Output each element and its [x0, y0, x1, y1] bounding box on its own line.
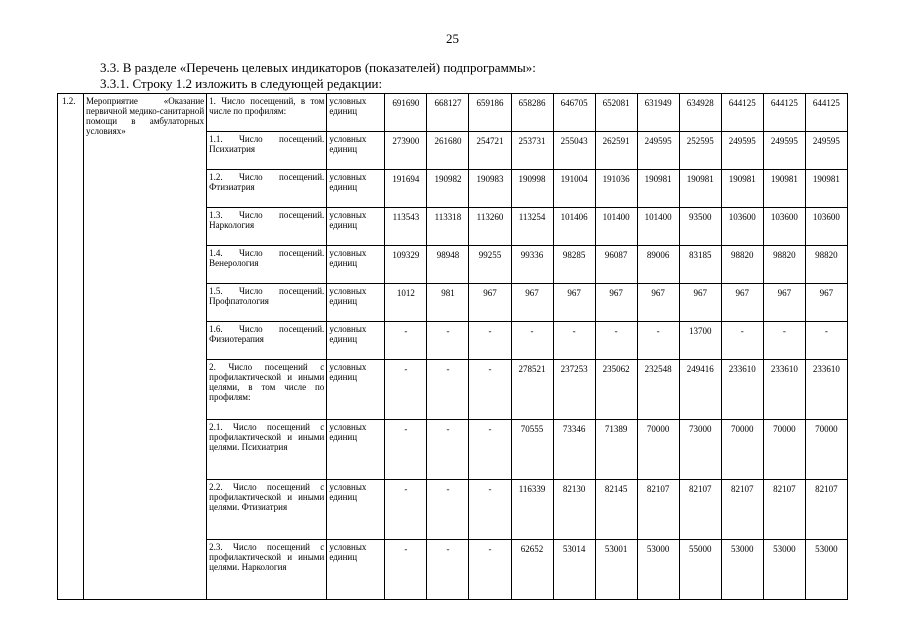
value-cell: 190981 [679, 170, 721, 208]
row-index-cell: 1.2. [58, 94, 84, 600]
indicator-cell: 1.3. Число посещений. Наркология [207, 208, 327, 246]
indicator-cell: 2. Число посещений с профилактической и иными целями, в том числе по профилям: [207, 360, 327, 420]
value-cell: 190981 [721, 170, 763, 208]
value-cell: 13700 [679, 322, 721, 360]
value-cell: 249416 [679, 360, 721, 420]
value-cell: - [427, 480, 469, 540]
value-cell: 53000 [763, 540, 805, 600]
value-cell: - [427, 322, 469, 360]
indicator-cell: 1.1. Число посещений. Психиатрия [207, 132, 327, 170]
value-cell: 967 [805, 284, 847, 322]
value-cell: - [553, 322, 595, 360]
value-cell: 190981 [763, 170, 805, 208]
value-cell: 89006 [637, 246, 679, 284]
unit-cell: условных единиц [327, 208, 385, 246]
value-cell: 190982 [427, 170, 469, 208]
value-cell: 190998 [511, 170, 553, 208]
indicator-cell: 2.1. Число посещений с профилактической и иными целями. Психиатрия [207, 420, 327, 480]
value-cell: 232548 [637, 360, 679, 420]
value-cell: 116339 [511, 480, 553, 540]
table-body [58, 94, 848, 600]
value-cell: 82145 [595, 480, 637, 540]
value-cell: - [595, 322, 637, 360]
page-number: 25 [446, 31, 459, 46]
value-cell: 99336 [511, 246, 553, 284]
value-cell: 53014 [553, 540, 595, 600]
value-cell: 967 [595, 284, 637, 322]
value-cell: 249595 [637, 132, 679, 170]
value-cell: - [469, 322, 511, 360]
table-row [58, 94, 848, 132]
value-cell: 967 [553, 284, 595, 322]
value-cell: 82107 [679, 480, 721, 540]
value-cell: 98820 [805, 246, 847, 284]
indicator-cell: 1.4. Число посещений. Венерология [207, 246, 327, 284]
value-cell: 103600 [721, 208, 763, 246]
value-cell: 652081 [595, 94, 637, 132]
value-cell: 53001 [595, 540, 637, 600]
unit-cell: условных единиц [327, 246, 385, 284]
value-cell: 98285 [553, 246, 595, 284]
value-cell: 249595 [721, 132, 763, 170]
value-cell: 82107 [763, 480, 805, 540]
value-cell: 273900 [385, 132, 427, 170]
unit-cell: условных единиц [327, 420, 385, 480]
indicator-cell: 1.2. Число посещений. Фтизиатрия [207, 170, 327, 208]
value-cell: 646705 [553, 94, 595, 132]
value-cell: 53000 [721, 540, 763, 600]
value-cell: 191694 [385, 170, 427, 208]
value-cell: - [763, 322, 805, 360]
value-cell: 261680 [427, 132, 469, 170]
value-cell: 190981 [805, 170, 847, 208]
value-cell: 98820 [721, 246, 763, 284]
value-cell: 103600 [805, 208, 847, 246]
value-cell: - [385, 322, 427, 360]
value-cell: 70555 [511, 420, 553, 480]
value-cell: 233610 [805, 360, 847, 420]
value-cell: 98820 [763, 246, 805, 284]
indicators-table [57, 93, 848, 600]
value-cell: 981 [427, 284, 469, 322]
value-cell: 82107 [805, 480, 847, 540]
value-cell: 262591 [595, 132, 637, 170]
value-cell: 233610 [763, 360, 805, 420]
value-cell: - [721, 322, 763, 360]
value-cell: 233610 [721, 360, 763, 420]
subsection-heading: 3.3.1. Строку 1.2 изложить в следующей редакции: [100, 76, 383, 91]
unit-cell: условных единиц [327, 94, 385, 132]
value-cell: 53000 [637, 540, 679, 600]
indicator-cell: 1.6. Число посещений. Физиотерапия [207, 322, 327, 360]
value-cell: 255043 [553, 132, 595, 170]
value-cell: 237253 [553, 360, 595, 420]
value-cell: 82130 [553, 480, 595, 540]
unit-cell: условных единиц [327, 360, 385, 420]
value-cell: 103600 [763, 208, 805, 246]
value-cell: 109329 [385, 246, 427, 284]
value-cell: 967 [763, 284, 805, 322]
value-cell: 71389 [595, 420, 637, 480]
value-cell: 191004 [553, 170, 595, 208]
value-cell: - [385, 540, 427, 600]
value-cell: - [427, 540, 469, 600]
value-cell: 99255 [469, 246, 511, 284]
value-cell: - [637, 322, 679, 360]
value-cell: - [469, 360, 511, 420]
value-cell: 967 [721, 284, 763, 322]
value-cell: 659186 [469, 94, 511, 132]
value-cell: 70000 [763, 420, 805, 480]
value-cell: 113318 [427, 208, 469, 246]
unit-cell: условных единиц [327, 540, 385, 600]
value-cell: 70000 [721, 420, 763, 480]
value-cell: 93500 [679, 208, 721, 246]
value-cell: 73346 [553, 420, 595, 480]
value-cell: 249595 [763, 132, 805, 170]
value-cell: 235062 [595, 360, 637, 420]
value-cell: - [469, 480, 511, 540]
unit-cell: условных единиц [327, 170, 385, 208]
value-cell: 254721 [469, 132, 511, 170]
value-cell: 62652 [511, 540, 553, 600]
value-cell: - [469, 420, 511, 480]
indicator-cell: 2.2. Число посещений с профилактической и иными целями. Фтизиатрия [207, 480, 327, 540]
value-cell: 967 [679, 284, 721, 322]
value-cell: 70000 [805, 420, 847, 480]
value-cell: 658286 [511, 94, 553, 132]
value-cell: 967 [637, 284, 679, 322]
value-cell: 101400 [637, 208, 679, 246]
value-cell: 634928 [679, 94, 721, 132]
value-cell: 644125 [805, 94, 847, 132]
unit-cell: условных единиц [327, 132, 385, 170]
value-cell: 278521 [511, 360, 553, 420]
indicator-cell: 1.5. Число посещений. Профпатология [207, 284, 327, 322]
value-cell: 83185 [679, 246, 721, 284]
value-cell: 96087 [595, 246, 637, 284]
value-cell: 691690 [385, 94, 427, 132]
value-cell: 82107 [637, 480, 679, 540]
value-cell: 82107 [721, 480, 763, 540]
value-cell: 252595 [679, 132, 721, 170]
value-cell: - [385, 480, 427, 540]
value-cell: 101406 [553, 208, 595, 246]
value-cell: 113543 [385, 208, 427, 246]
value-cell: - [805, 322, 847, 360]
value-cell: 191036 [595, 170, 637, 208]
value-cell: 644125 [721, 94, 763, 132]
unit-cell: условных единиц [327, 480, 385, 540]
unit-cell: условных единиц [327, 284, 385, 322]
value-cell: 1012 [385, 284, 427, 322]
unit-cell: условных единиц [327, 322, 385, 360]
value-cell: - [469, 540, 511, 600]
value-cell: - [427, 360, 469, 420]
value-cell: 98948 [427, 246, 469, 284]
value-cell: 55000 [679, 540, 721, 600]
value-cell: - [511, 322, 553, 360]
value-cell: 631949 [637, 94, 679, 132]
value-cell: 967 [511, 284, 553, 322]
value-cell: 101400 [595, 208, 637, 246]
value-cell: - [427, 420, 469, 480]
section-heading: 3.3. В разделе «Перечень целевых индикаторов (показателей) подпрограммы»: [100, 60, 536, 75]
value-cell: 70000 [637, 420, 679, 480]
value-cell: 967 [469, 284, 511, 322]
value-cell: - [385, 360, 427, 420]
value-cell: 190981 [637, 170, 679, 208]
value-cell: 644125 [763, 94, 805, 132]
value-cell: 73000 [679, 420, 721, 480]
value-cell: 668127 [427, 94, 469, 132]
value-cell: 113260 [469, 208, 511, 246]
value-cell: 53000 [805, 540, 847, 600]
indicator-cell: 2.3. Число посещений с профилактической и иными целями. Наркология [207, 540, 327, 600]
value-cell: 190983 [469, 170, 511, 208]
indicator-cell: 1. Число посещений, в том числе по профилям: [207, 94, 327, 132]
measure-cell: Мероприятие «Оказание первичной медико-санитарной помощи в амбулаторных условиях» [84, 94, 207, 600]
value-cell: 249595 [805, 132, 847, 170]
value-cell: 253731 [511, 132, 553, 170]
value-cell: 113254 [511, 208, 553, 246]
value-cell: - [385, 420, 427, 480]
